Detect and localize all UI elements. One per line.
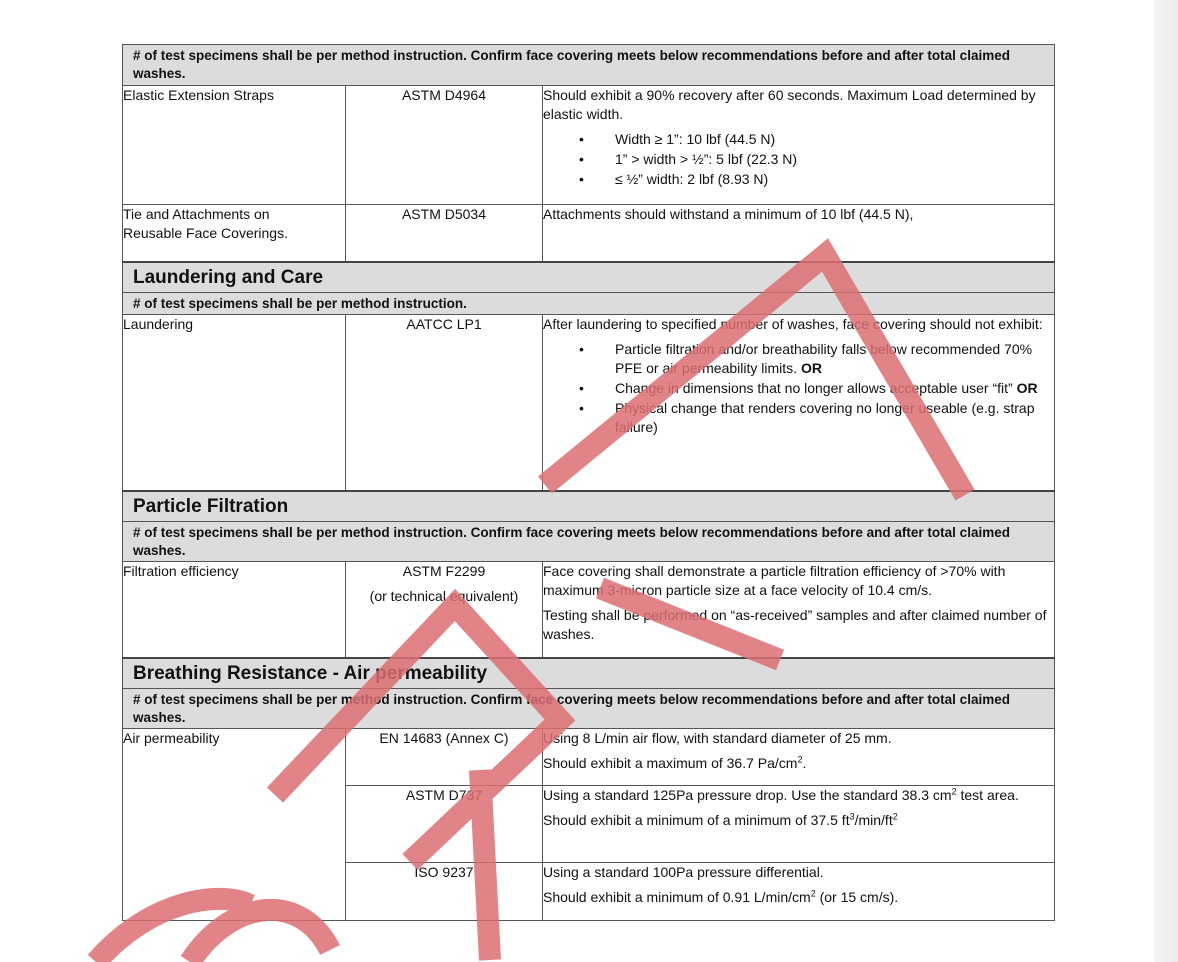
superscript: 2 bbox=[797, 753, 803, 764]
test-item: Elastic Extension Straps bbox=[123, 86, 346, 205]
requirement-cell bbox=[543, 862, 1055, 920]
bullet-icon: • bbox=[579, 399, 584, 416]
note-text: # of test specimens shall be per method instruction. Confirm face covering meets below recommendations before and after total claimed washes. bbox=[123, 45, 1055, 86]
list-item bbox=[543, 130, 1054, 149]
table-row bbox=[123, 314, 1055, 491]
note-text: # of test specimens shall be per method instruction. Confirm face covering meets below recommendations before and after total claimed washes. bbox=[123, 522, 1055, 562]
requirement-text: Testing shall be performed on “as-received” samples and after claimed number of washes. bbox=[543, 607, 1047, 642]
bullet-list bbox=[543, 340, 1054, 437]
bullet-text: ≤ ½” width: 2 lbf (8.93 N) bbox=[615, 171, 769, 187]
bullet-icon: • bbox=[579, 340, 584, 357]
requirement-text: Using a standard 100Pa pressure differential. bbox=[543, 863, 824, 880]
requirement-text: (or 15 cm/s). bbox=[815, 888, 899, 905]
list-item bbox=[543, 379, 1054, 398]
test-method-cell bbox=[346, 562, 543, 658]
requirement-text: Should exhibit a minimum of 0.91 L/min/cm bbox=[543, 888, 811, 905]
test-method: EN 14683 (Annex C) bbox=[346, 728, 543, 785]
requirement-cell bbox=[543, 785, 1055, 862]
requirement-text: Should exhibit a 90% recovery after 60 seconds. Maximum Load determined by elastic width. bbox=[543, 87, 1036, 122]
requirement-text: After laundering to specified number of washes, face covering should not exhibit: bbox=[543, 315, 1043, 332]
bullet-list bbox=[543, 130, 1054, 189]
requirement-text: Should exhibit a maximum of 36.7 Pa/cm bbox=[543, 754, 798, 771]
requirement-text: Face covering shall demonstrate a particle filtration efficiency of >70% with maximum 3-micron particle size at a face velocity of 10.4 cm/s. bbox=[543, 563, 1006, 598]
table-row bbox=[123, 728, 1055, 785]
table-row bbox=[123, 562, 1055, 658]
superscript: 2 bbox=[892, 810, 898, 821]
test-item: Air permeability bbox=[123, 728, 346, 920]
note-text: # of test specimens shall be per method instruction. Confirm face covering meets below recommendations before and after total claimed washes. bbox=[123, 688, 1055, 728]
test-method: AATCC LP1 bbox=[346, 314, 543, 491]
section-heading-row bbox=[123, 658, 1055, 689]
requirement-text: Using 8 L/min air flow, with standard diameter of 25 mm. bbox=[543, 729, 892, 746]
test-item: Tie and Attachments on Reusable Face Coverings. bbox=[123, 205, 346, 262]
bullet-text: Physical change that renders covering no longer useable (e.g. strap failure) bbox=[615, 399, 1035, 435]
bullet-text: Change in dimensions that no longer allows acceptable user “fit” bbox=[615, 379, 1013, 396]
section-heading-row bbox=[123, 491, 1055, 522]
requirement-text-line bbox=[543, 811, 1054, 830]
bullet-icon: • bbox=[579, 131, 584, 147]
requirement-text: Should exhibit a minimum of a minimum of 37.5 ft bbox=[543, 811, 850, 828]
bullet-bold-text: OR bbox=[1016, 379, 1038, 396]
bullet-text: 1” > width > ½”: 5 lbf (22.3 N) bbox=[615, 151, 798, 167]
bullet-text: Particle filtration and/or breathability falls below recommended 70% PFE or air permeability limits. bbox=[615, 340, 1033, 376]
test-item: Filtration efficiency bbox=[123, 562, 346, 658]
bullet-icon: • bbox=[579, 171, 584, 187]
requirement-cell bbox=[543, 86, 1055, 205]
note-row bbox=[123, 292, 1055, 314]
requirement-cell bbox=[543, 562, 1055, 658]
section-heading-row bbox=[123, 262, 1055, 293]
requirement-text-line bbox=[543, 888, 1054, 907]
test-method: ASTM D4964 bbox=[346, 86, 543, 205]
bullet-text: Width ≥ 1”: 10 lbf (44.5 N) bbox=[615, 131, 776, 147]
requirement-text-line bbox=[543, 786, 1054, 805]
bullet-icon: • bbox=[579, 151, 584, 167]
note-row bbox=[123, 522, 1055, 562]
page-edge-shadow bbox=[1154, 0, 1178, 962]
superscript: 2 bbox=[951, 785, 957, 796]
list-item bbox=[543, 399, 1054, 437]
note-row bbox=[123, 45, 1055, 86]
list-item bbox=[543, 170, 1054, 189]
requirement-cell bbox=[543, 314, 1055, 491]
requirement-text: . bbox=[802, 754, 807, 771]
superscript: 2 bbox=[810, 887, 816, 898]
table-row bbox=[123, 86, 1055, 205]
superscript: 3 bbox=[849, 810, 855, 821]
list-item bbox=[543, 150, 1054, 169]
section-heading: Particle Filtration bbox=[123, 491, 1055, 522]
requirement-text: /min/ft bbox=[854, 811, 893, 828]
bullet-icon: • bbox=[579, 379, 584, 396]
requirement-text: test area. bbox=[956, 786, 1019, 803]
requirement-text-line bbox=[543, 754, 1054, 773]
list-item bbox=[543, 340, 1054, 378]
table-row bbox=[123, 205, 1055, 262]
note-text: # of test specimens shall be per method instruction. bbox=[123, 292, 1055, 314]
specification-table bbox=[122, 44, 1055, 921]
test-method: ASTM D5034 bbox=[346, 205, 543, 262]
test-method: ASTM F2299 bbox=[402, 563, 486, 579]
test-method-note: (or technical equivalent) bbox=[369, 588, 519, 604]
test-method: ISO 9237 bbox=[346, 862, 543, 920]
note-row bbox=[123, 688, 1055, 728]
test-item: Laundering bbox=[123, 314, 346, 491]
requirement-text: Using a standard 125Pa pressure drop. Use the standard 38.3 cm bbox=[543, 786, 952, 803]
section-heading: Breathing Resistance - Air permeability bbox=[123, 658, 1055, 689]
bullet-bold-text: OR bbox=[800, 359, 822, 376]
section-heading: Laundering and Care bbox=[123, 262, 1055, 293]
test-method: ASTM D737 bbox=[346, 785, 543, 862]
requirement-text: Attachments should withstand a minimum of 10 lbf (44.5 N), bbox=[543, 205, 1055, 262]
requirement-cell bbox=[543, 728, 1055, 785]
